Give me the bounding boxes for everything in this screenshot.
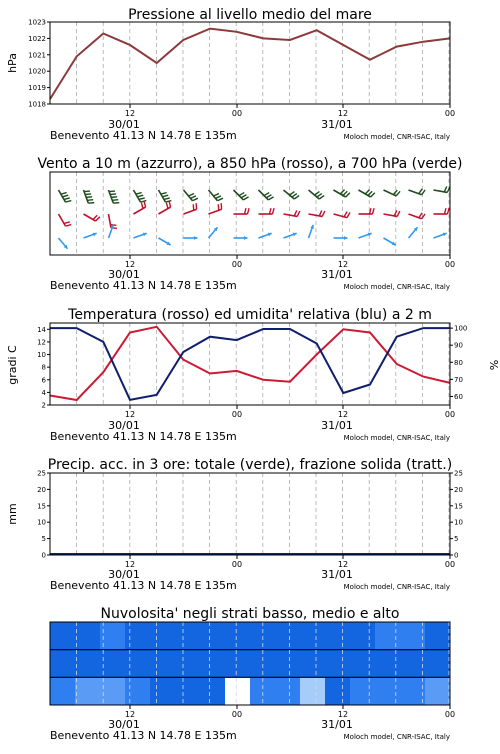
cloud-cell xyxy=(200,677,226,705)
cloud-cell xyxy=(400,677,426,705)
pressure-station: Benevento 41.13 N 14.78 E 135m xyxy=(50,129,237,142)
wind-barb-feather xyxy=(268,197,273,200)
wind-barb-feather xyxy=(290,192,295,195)
wind-barb-feather xyxy=(96,217,100,221)
cloud-cell xyxy=(400,650,426,678)
y-tick-label: 20 xyxy=(37,486,46,494)
pressure-credit: Moloch model, CNR-ISAC, Italy xyxy=(344,133,450,141)
wind-barb-feather xyxy=(266,195,271,198)
cloud-cell xyxy=(425,622,451,650)
wind-barb-feather xyxy=(141,201,147,203)
wind-barb-feather xyxy=(371,193,375,197)
wind-barb xyxy=(259,233,272,238)
wind-barb-feather xyxy=(136,193,142,195)
pressure-title: Pressione al livello medio del mare xyxy=(128,7,372,23)
cloud-cell xyxy=(350,622,376,650)
wind-barb xyxy=(284,190,300,199)
wind-barb xyxy=(84,190,95,203)
wind-barb-feather xyxy=(248,208,250,214)
cloud-cell xyxy=(100,650,126,678)
x-tick-label: 12 xyxy=(338,260,348,269)
wind-barb-feather xyxy=(62,195,68,197)
wind-barb-feather xyxy=(64,198,70,200)
precip-xticks xyxy=(125,555,455,569)
precip-date-1: 30/01 xyxy=(108,568,140,581)
y-tick-label: 12 xyxy=(37,338,46,346)
temperature-grid xyxy=(77,323,449,405)
wind-barb xyxy=(134,190,147,202)
temperature-credit: Moloch model, CNR-ISAC, Italy xyxy=(344,434,450,442)
cloud-cell xyxy=(375,650,401,678)
wind-barb-feather xyxy=(315,192,320,195)
wind-barb xyxy=(384,238,396,245)
wind-barb-feather xyxy=(166,201,172,203)
wind-barb-feather xyxy=(347,212,350,217)
y-tick-label: 70 xyxy=(454,376,463,384)
y-tick-label: 0 xyxy=(42,552,46,560)
y-tick-label: 80 xyxy=(454,359,463,367)
x-tick-label: 00 xyxy=(445,410,455,419)
pressure-line xyxy=(50,29,450,100)
temperature-line xyxy=(50,327,450,400)
wind-barb xyxy=(359,190,375,197)
temperature-panel xyxy=(6,307,500,443)
wind-barb-feather xyxy=(292,194,297,197)
wind-barb-feather xyxy=(109,191,115,192)
wind-barb-shaft xyxy=(209,209,222,214)
wind-barb xyxy=(159,190,172,202)
wind-barb-feather xyxy=(397,211,400,216)
pressure-yticks xyxy=(28,19,50,109)
wind-barb-feather xyxy=(139,198,145,200)
y-tick-label: 1021 xyxy=(28,51,46,59)
wind-barb-shaft xyxy=(234,190,244,200)
wind-barb xyxy=(359,233,372,238)
cloud-cell xyxy=(200,622,226,650)
cloud-cell xyxy=(300,650,326,678)
y-tick-label: 1023 xyxy=(28,19,46,27)
wind-barb-feather xyxy=(144,201,146,207)
humidity-ylabel: % xyxy=(487,360,500,370)
cloud-cell xyxy=(150,622,176,650)
wind-barb-feather xyxy=(196,203,197,209)
wind-barb-feather xyxy=(294,196,299,199)
wind-barb xyxy=(384,190,401,196)
wind-barb xyxy=(409,227,418,238)
wind-barb xyxy=(284,210,300,216)
wind-barb xyxy=(209,190,223,201)
wind-arrow-head xyxy=(194,236,198,240)
cloud-cell xyxy=(300,677,326,705)
cloud-cell xyxy=(275,650,301,678)
x-tick-label: 12 xyxy=(338,109,348,118)
wind-barb xyxy=(134,201,146,214)
cloud-title: Nuvolosita' negli strati basso, medio e alto xyxy=(101,606,400,622)
cloud-cell xyxy=(75,622,101,650)
cloud-cell xyxy=(50,650,76,678)
wind-barb-feather xyxy=(85,194,91,195)
y-tick-label: 15 xyxy=(37,502,46,510)
wind-barb xyxy=(309,225,314,238)
wind-panel xyxy=(37,156,462,292)
wind-barb xyxy=(59,238,68,249)
wind-barb-feather xyxy=(166,203,168,209)
wind-barb-feather xyxy=(216,196,221,199)
wind-barb-feather xyxy=(343,191,347,195)
x-tick-label: 12 xyxy=(125,560,135,569)
cloud-cell xyxy=(375,677,401,705)
cloud-cell xyxy=(275,677,301,705)
y-tick-label: 20 xyxy=(454,486,463,494)
wind-barb xyxy=(434,186,450,192)
cloud-cell xyxy=(325,622,351,650)
cloud-cell xyxy=(425,677,451,705)
wind-barb xyxy=(334,212,351,218)
wind-barb-feather xyxy=(193,204,194,210)
wind-barb-feather xyxy=(393,190,397,195)
wind-barb-shaft xyxy=(284,190,295,199)
pressure-ylabel: hPa xyxy=(6,53,19,73)
wind-barb-feather xyxy=(189,193,194,196)
wind-barb-feather xyxy=(169,201,171,207)
humidity-yticks xyxy=(450,325,467,401)
cloud-cell xyxy=(400,622,426,650)
cloud-cell xyxy=(125,677,151,705)
precip-yticks xyxy=(37,470,50,560)
precip-date-2: 31/01 xyxy=(321,568,353,581)
wind-barb xyxy=(234,236,248,240)
wind-barb xyxy=(134,233,147,238)
wind-barb xyxy=(434,208,450,214)
wind-barb-feather xyxy=(191,196,196,199)
wind-barb-feather xyxy=(241,195,246,198)
wind-xticks xyxy=(125,255,455,269)
wind-barb-feather xyxy=(93,215,97,219)
wind-barb-shaft xyxy=(84,214,96,221)
wind-barb-feather xyxy=(161,193,167,195)
y-tick-label: 4 xyxy=(42,389,47,397)
y-tick-label: 14 xyxy=(37,326,46,334)
wind-barb-feather xyxy=(66,225,72,227)
temperature-date-1: 30/01 xyxy=(108,419,140,432)
x-tick-label: 00 xyxy=(445,109,455,118)
y-tick-label: 2 xyxy=(42,402,46,410)
precip-title: Precip. acc. in 3 ore: totale (verde), frazione solida (tratt.) xyxy=(48,457,452,473)
cloud-cell xyxy=(100,622,126,650)
wind-barb xyxy=(184,236,198,240)
wind-barb xyxy=(359,208,375,214)
wind-barb xyxy=(109,225,114,238)
cloud-credit: Moloch model, CNR-ISAC, Italy xyxy=(344,733,450,741)
wind-barb-feather xyxy=(164,198,170,200)
y-tick-label: 6 xyxy=(42,376,47,384)
wind-barb-feather xyxy=(373,208,375,214)
wind-barb-feather xyxy=(162,195,168,197)
y-tick-label: 90 xyxy=(454,342,463,350)
wind-barb-feather xyxy=(88,203,94,204)
wind-date-2: 31/01 xyxy=(321,268,353,281)
cloud-cell xyxy=(175,677,201,705)
wind-arrow-head xyxy=(344,236,348,240)
wind-barb-feather xyxy=(322,211,325,216)
wind-barb xyxy=(184,203,197,214)
y-tick-label: 60 xyxy=(454,393,463,401)
wind-barb-feather xyxy=(221,203,222,209)
wind-barb-feather xyxy=(444,186,447,191)
wind-barb-feather xyxy=(297,211,300,216)
wind-barb-feather xyxy=(66,201,72,203)
wind-barb-feather xyxy=(243,197,248,200)
y-tick-label: 10 xyxy=(37,519,46,527)
wind-barb xyxy=(334,190,350,197)
wind-barb-feather xyxy=(422,190,425,195)
wind-barb xyxy=(184,190,198,201)
wind-barb-shaft xyxy=(259,190,269,200)
cloud-cell xyxy=(100,677,126,705)
wind-barb-feather xyxy=(369,208,371,214)
cloud-cell xyxy=(225,650,251,678)
cloud-cell xyxy=(75,650,101,678)
cloud-station: Benevento 41.13 N 14.78 E 135m xyxy=(50,729,237,742)
wind-arrow-head xyxy=(244,236,248,240)
wind-barb-feather xyxy=(217,198,222,201)
wind-barb-feather xyxy=(239,193,244,196)
wind-barb-feather xyxy=(419,189,422,194)
wind-barb-feather xyxy=(111,197,117,198)
wind-barb-feather xyxy=(61,193,67,195)
cloud-cell xyxy=(325,650,351,678)
cloud-cell xyxy=(225,622,251,650)
wind-barb-feather xyxy=(344,212,347,217)
wind-barb-feather xyxy=(214,193,219,196)
wind-barb xyxy=(159,201,171,214)
wind-barb-shaft xyxy=(184,209,197,214)
cloud-date-2: 31/01 xyxy=(321,718,353,731)
wind-barb-feather xyxy=(137,195,143,197)
wind-barb-feather xyxy=(419,213,422,218)
cloud-cell xyxy=(375,622,401,650)
pressure-grid xyxy=(77,22,449,104)
x-tick-label: 12 xyxy=(125,260,135,269)
cloud-cell xyxy=(425,650,451,678)
precip-ylabel: mm xyxy=(6,503,19,524)
cloud-cell xyxy=(200,650,226,678)
temperature-ylabel: gradi C xyxy=(6,345,19,385)
x-tick-label: 12 xyxy=(125,109,135,118)
pressure-panel xyxy=(6,7,455,142)
precip-station: Benevento 41.13 N 14.78 E 135m xyxy=(50,579,237,592)
wind-barb-feather xyxy=(294,210,297,215)
wind-barb xyxy=(209,203,222,214)
cloud-cell xyxy=(150,650,176,678)
x-tick-label: 00 xyxy=(445,710,455,719)
wind-barb-feather xyxy=(269,208,271,214)
cloud-cell xyxy=(275,622,301,650)
cloud-cell xyxy=(350,650,376,678)
wind-barb-feather xyxy=(444,208,446,214)
y-tick-label: 25 xyxy=(37,470,46,478)
wind-barb xyxy=(109,190,120,203)
y-tick-label: 8 xyxy=(42,364,46,372)
wind-barb xyxy=(84,233,97,238)
y-tick-label: 1022 xyxy=(28,35,46,43)
wind-barb-feather xyxy=(113,203,119,204)
y-tick-label: 5 xyxy=(454,535,458,543)
wind-barb-feather xyxy=(244,208,246,214)
wind-title: Vento a 10 m (azzurro), a 850 hPa (rosso), a 700 hPa (verde) xyxy=(37,156,462,172)
y-tick-label: 1020 xyxy=(28,68,46,76)
cloud-cell xyxy=(50,622,76,650)
precip-credit: Moloch model, CNR-ISAC, Italy xyxy=(344,583,450,591)
cloud-cell xyxy=(175,650,201,678)
precip-panel xyxy=(6,457,463,592)
cloud-cell xyxy=(325,677,351,705)
temperature-yticks xyxy=(37,326,50,410)
wind-barb xyxy=(284,233,297,238)
x-tick-label: 12 xyxy=(125,410,135,419)
y-tick-label: 25 xyxy=(454,470,463,478)
x-tick-label: 00 xyxy=(232,410,242,419)
wind-barbs xyxy=(59,186,450,248)
temperature-title: Temperatura (rosso) ed umidita' relativa (blu) a 2 m xyxy=(67,307,432,323)
wind-barb xyxy=(434,233,447,238)
wind-barb-feather xyxy=(264,193,269,196)
pressure-date-2: 31/01 xyxy=(321,118,353,131)
wind-barb-shaft xyxy=(159,207,171,214)
temperature-date-2: 31/01 xyxy=(321,419,353,432)
wind-barb-feather xyxy=(448,208,450,214)
x-tick-label: 00 xyxy=(232,109,242,118)
y-tick-label: 1018 xyxy=(28,101,46,109)
wind-station: Benevento 41.13 N 14.78 E 135m xyxy=(50,279,237,292)
wind-barb xyxy=(309,210,325,216)
wind-barb-feather xyxy=(346,193,350,197)
temperature-xticks xyxy=(125,405,455,419)
cloud-cell xyxy=(75,677,101,705)
wind-barb-feather xyxy=(86,197,92,198)
cloud-cell xyxy=(125,650,151,678)
wind-barb-feather xyxy=(192,198,197,201)
wind-barb-feather xyxy=(112,200,118,201)
wind-barb xyxy=(384,210,400,216)
cloud-cell xyxy=(175,622,201,650)
wind-barb xyxy=(259,208,275,214)
cloud-date-1: 30/01 xyxy=(108,718,140,731)
precip-yticks-right xyxy=(450,470,463,560)
wind-barb xyxy=(234,190,249,200)
x-tick-label: 00 xyxy=(445,260,455,269)
x-tick-label: 00 xyxy=(232,260,242,269)
cloud-cell xyxy=(225,677,251,705)
pressure-date-1: 30/01 xyxy=(108,118,140,131)
wind-barb-feather xyxy=(218,204,219,210)
x-tick-label: 12 xyxy=(125,710,135,719)
wind-barb-feather xyxy=(273,208,275,214)
y-tick-label: 100 xyxy=(454,325,467,333)
y-tick-label: 15 xyxy=(454,502,463,510)
wind-barb-shaft xyxy=(109,214,111,228)
wind-barb-feather xyxy=(396,191,400,196)
y-tick-label: 10 xyxy=(37,351,46,359)
x-tick-label: 00 xyxy=(232,710,242,719)
wind-barb xyxy=(334,236,348,240)
cloud-cell xyxy=(150,677,176,705)
y-tick-label: 10 xyxy=(454,519,463,527)
wind-barb-feather xyxy=(141,203,143,209)
cloud-cell xyxy=(300,622,326,650)
temperature-station: Benevento 41.13 N 14.78 E 135m xyxy=(50,430,237,443)
wind-date-1: 30/01 xyxy=(108,268,140,281)
cloud-cells xyxy=(50,622,451,705)
wind-barb-feather xyxy=(87,200,93,201)
wind-barb-shaft xyxy=(59,214,66,226)
y-tick-label: 0 xyxy=(454,552,458,560)
precip-frame xyxy=(50,473,450,555)
wind-credit: Moloch model, CNR-ISAC, Italy xyxy=(344,283,450,291)
wind-barb-feather xyxy=(110,194,116,195)
wind-barb xyxy=(259,190,274,200)
pressure-xticks xyxy=(125,104,455,118)
y-tick-label: 5 xyxy=(42,535,46,543)
cloud-panel xyxy=(50,606,455,742)
wind-barb-shaft xyxy=(309,190,320,199)
wind-barb-feather xyxy=(84,191,90,192)
cloud-cell xyxy=(125,622,151,650)
wind-barb xyxy=(59,214,72,226)
wind-barb-feather xyxy=(317,194,322,197)
x-tick-label: 00 xyxy=(445,560,455,569)
y-tick-label: 1019 xyxy=(28,84,46,92)
wind-barb xyxy=(309,190,325,199)
wind-barb-feather xyxy=(368,191,372,195)
x-tick-label: 12 xyxy=(338,560,348,569)
precip-grid xyxy=(77,473,449,555)
wind-barb-feather xyxy=(319,210,322,215)
cloud-cell xyxy=(50,677,76,705)
wind-barb xyxy=(59,190,72,202)
x-tick-label: 12 xyxy=(338,410,348,419)
wind-barb-feather xyxy=(64,222,70,224)
wind-barb xyxy=(84,214,100,221)
wind-barb xyxy=(159,238,171,245)
wind-barb-shaft xyxy=(134,207,146,214)
wind-barb-feather xyxy=(447,187,450,192)
x-tick-label: 00 xyxy=(232,560,242,569)
x-tick-label: 12 xyxy=(338,710,348,719)
wind-barb-feather xyxy=(319,196,324,199)
cloud-xticks xyxy=(125,705,455,719)
cloud-cell xyxy=(350,677,376,705)
